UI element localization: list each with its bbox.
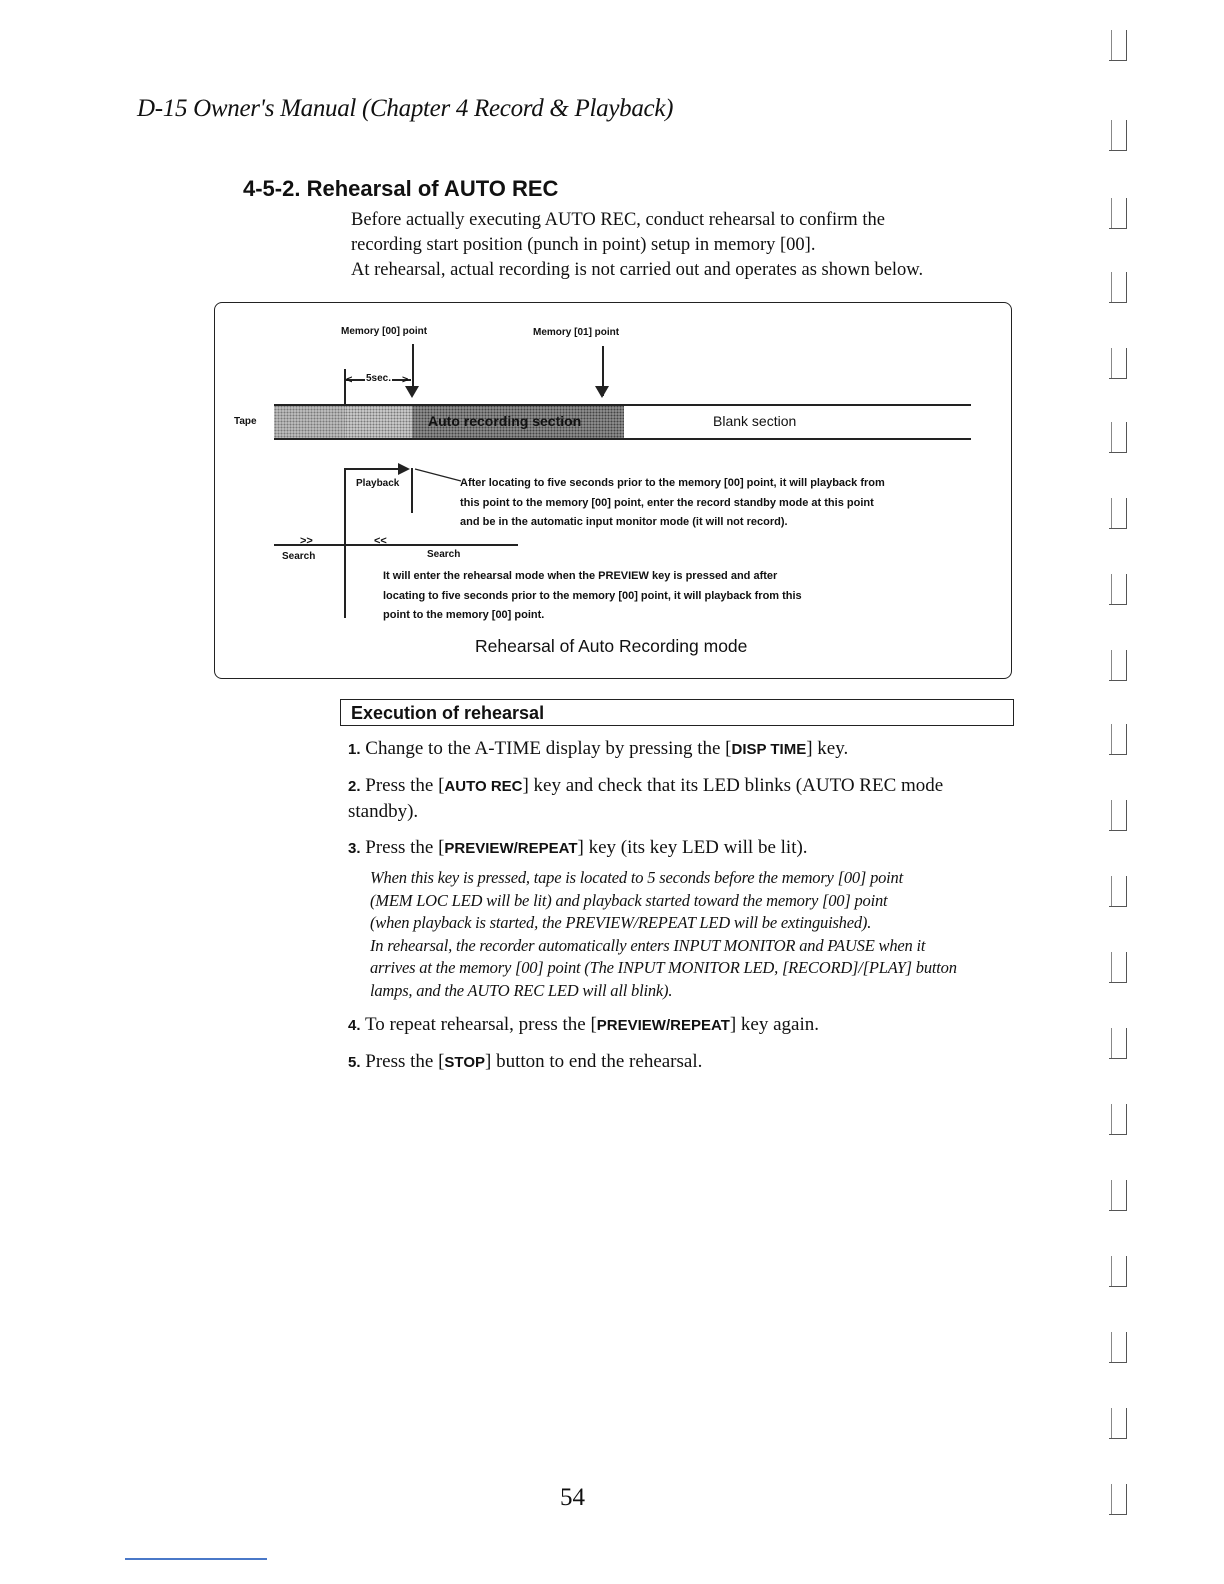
- binder-mark: [1109, 198, 1127, 229]
- step-key: DISP TIME: [731, 741, 807, 758]
- search-note-line: point to the memory [00] point.: [383, 609, 545, 621]
- step-number: 1.: [348, 741, 361, 758]
- binder-mark: [1109, 1028, 1127, 1059]
- binder-mark: [1109, 120, 1127, 151]
- footer-rule: [125, 1558, 267, 1560]
- playback-label: Playback: [356, 478, 400, 489]
- binder-mark: [1109, 30, 1127, 61]
- binder-mark: [1109, 1104, 1127, 1135]
- blank-section-label: Blank section: [713, 413, 797, 429]
- step-text: Change to the A-TIME display by pressing the [: [365, 738, 732, 759]
- intro-line: recording start position (punch in point) setup in memory [00].: [351, 235, 816, 255]
- binder-mark: [1109, 1256, 1127, 1287]
- figure-caption: Rehearsal of Auto Recording mode: [475, 636, 748, 656]
- step-item: [348, 773, 1013, 824]
- playback-note-line: After locating to five seconds prior to the memory [00] point, it will playback from: [460, 477, 885, 489]
- memory00-arrow-icon: [405, 386, 419, 398]
- execution-heading-box: [340, 699, 1014, 726]
- step-text: Press the [: [365, 775, 445, 796]
- step-number: 5.: [348, 1054, 361, 1071]
- tape-top-edge: [274, 404, 971, 406]
- step-item: [348, 1049, 1013, 1075]
- step-text: Press the [: [365, 837, 445, 858]
- intro-line: At rehearsal, actual recording is not carried out and operates as shown below.: [351, 260, 924, 280]
- memory00-label: Memory [00] point: [341, 326, 428, 337]
- memory01-label: Memory [01] point: [533, 327, 620, 338]
- step-key: STOP: [444, 1054, 485, 1071]
- note-line: In rehearsal, the recorder automatically enters INPUT MONITOR and PAUSE when it: [370, 935, 926, 955]
- binder-mark: [1109, 1484, 1127, 1515]
- step-number: 2.: [348, 778, 361, 795]
- note-line: arrives at the memory [00] point (The INPUT MONITOR LED, [RECORD]/[PLAY] button: [370, 958, 957, 977]
- step-item: [348, 835, 1013, 861]
- page-header: D-15 Owner's Manual (Chapter 4 Record & Playback): [137, 95, 674, 122]
- binder-mark: [1109, 1408, 1127, 1439]
- step-key: AUTO REC: [444, 778, 523, 795]
- binder-mark: [1109, 1332, 1127, 1363]
- intro-line: Before actually executing AUTO REC, conduct rehearsal to confirm the: [351, 210, 885, 230]
- binder-mark: [1109, 952, 1127, 983]
- binder-mark: [1109, 1180, 1127, 1211]
- playback-note-line: and be in the automatic input monitor mode (it will not record).: [460, 516, 788, 528]
- playback-note: [460, 474, 885, 533]
- step-text: To repeat rehearsal, press the [: [364, 1014, 597, 1035]
- step-key: PREVIEW/REPEAT: [596, 1017, 730, 1034]
- binder-mark: [1109, 498, 1127, 529]
- search-note: [383, 567, 802, 626]
- step-number: 3.: [348, 840, 361, 857]
- right-arrowhead-icon: >: [402, 374, 409, 386]
- step-text: ] button to end the rehearsal.: [485, 1051, 703, 1072]
- search-label: Search: [427, 549, 461, 560]
- binder-mark: [1109, 422, 1127, 453]
- step-number: 4.: [348, 1017, 361, 1034]
- search-note-line: It will enter the rehearsal mode when the PREVIEW key is pressed and after: [383, 570, 778, 582]
- playback-start-line: [344, 468, 346, 618]
- left-arrowhead-icon: <: [346, 374, 353, 386]
- search-rewind-icon: <<: [374, 535, 387, 547]
- note-line: (MEM LOC LED will be lit) and playback started toward the memory [00] point: [370, 890, 888, 910]
- memory01-arrow-icon: [595, 386, 609, 398]
- five-sec-section: [345, 405, 412, 438]
- search-left-label: Search: [282, 551, 316, 562]
- step-text: ] key.: [806, 738, 849, 759]
- intro-paragraph: [351, 208, 1031, 283]
- binder-mark: [1109, 272, 1127, 303]
- step3-note: [370, 867, 1013, 1002]
- section-title: 4-5-2. Rehearsal of AUTO REC: [243, 176, 559, 201]
- playback-arrow-icon: [398, 463, 410, 475]
- five-sec-label: 5sec.: [366, 373, 392, 384]
- binder-mark: [1109, 800, 1127, 831]
- pre-roll-section: [274, 405, 345, 438]
- execution-title: Execution of rehearsal: [351, 703, 545, 723]
- note-line: lamps, and the AUTO REC LED will all blink).: [370, 980, 673, 1000]
- binder-mark: [1109, 650, 1127, 681]
- step-item: [348, 1012, 1013, 1038]
- auto-section-label: Auto recording section: [428, 413, 582, 429]
- tape-label: Tape: [234, 416, 257, 427]
- binder-mark: [1109, 348, 1127, 379]
- step-key: PREVIEW/REPEAT: [444, 840, 578, 857]
- binder-mark: [1109, 724, 1127, 755]
- playback-note-line: this point to the memory [00] point, enter the record standby mode at this point: [460, 496, 874, 509]
- page-number: 54: [560, 1484, 585, 1511]
- step-text: ] key again.: [729, 1014, 820, 1035]
- note-line: (when playback is started, the PREVIEW/REPEAT LED will be extinguished).: [370, 913, 872, 932]
- binder-mark: [1109, 876, 1127, 907]
- binder-mark: [1109, 574, 1127, 605]
- step-text: ] key and check that its LED blinks (AUTO REC mode standby).: [348, 775, 944, 822]
- steps-list: [348, 736, 1013, 1086]
- tape-bottom-edge: [274, 438, 971, 440]
- playback-arrow-line: [344, 468, 404, 470]
- step-text: ] key (its key LED will be lit).: [577, 837, 808, 858]
- search-note-line: locating to five seconds prior to the memory [00] point, it will playback from this: [383, 589, 802, 602]
- step-item: [348, 736, 1013, 762]
- search-fast-icon: >>: [300, 535, 313, 547]
- note-line: When this key is pressed, tape is located to 5 seconds before the memory [00] point: [370, 868, 903, 887]
- step-text: Press the [: [365, 1051, 445, 1072]
- playback-leader-line: [413, 467, 463, 483]
